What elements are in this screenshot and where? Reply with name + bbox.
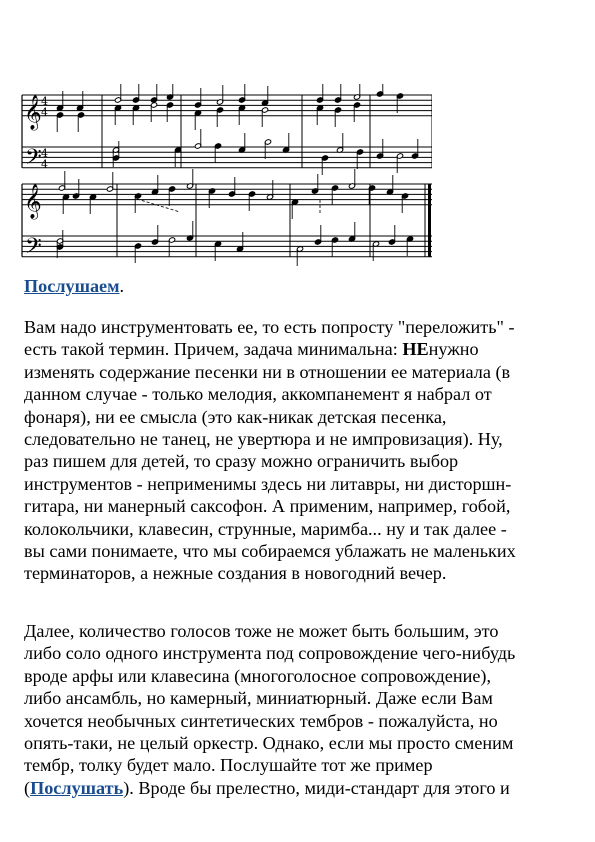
paragraph-1-line: Вам надо инструментовать ее, то есть попросту "переложить" - <box>24 317 515 337</box>
paragraph-1-line: изменять содержание песенки ни в отношении ее материала (в <box>24 361 511 382</box>
svg-text:4: 4 <box>41 147 48 160</box>
bold-not: НЕ <box>402 339 429 360</box>
svg-text:4: 4 <box>41 95 48 108</box>
paragraph-1-line: следовательно не танец, не увертюра и не импровизация). Ну, <box>24 429 503 450</box>
paragraph-2 <box>24 620 572 799</box>
paragraph-1-line: фонаря), ни ее смысла (это как-никак детская песенка, <box>24 406 447 427</box>
paragraph-1-line: инструментов - неприменимы здесь ни литавры, ни дисторшн- <box>24 473 512 494</box>
paragraph-1 <box>24 316 572 585</box>
paragraph-1-line: терминаторов, а нежные создания в новогодний вечер. <box>24 563 447 584</box>
paragraph-1-line: гитара, ни манерный саксофон. А применим, например, гобой, <box>24 496 511 517</box>
paragraph-2-line: вроде арфы или клавесина (многоголосное сопровождение), <box>24 665 492 686</box>
paragraph-1-line: данном случае - только мелодия, аккомпанемент я набрал от <box>24 384 492 405</box>
listen-link-line <box>24 275 572 297</box>
paragraph-2-line: Далее, количество голосов тоже не может быть большим, это <box>24 621 499 641</box>
svg-text:4: 4 <box>41 158 48 171</box>
listen-link[interactable]: Послушаем <box>24 276 120 296</box>
svg-text:𝄞: 𝄞 <box>24 184 42 219</box>
svg-text:𝄢: 𝄢 <box>25 145 42 175</box>
svg-text:𝄢: 𝄢 <box>25 234 42 264</box>
listen-example-link[interactable]: Послушать <box>30 777 124 798</box>
paragraph-1-line: есть такой термин. Причем, задача минимальна: НЕнужно <box>24 339 479 360</box>
paragraph-2-line: либо ансамбль, но камерный, миниатюрный. Даже если Вам <box>24 688 493 709</box>
svg-text:4: 4 <box>41 106 48 119</box>
paragraph-2-line: опять-таки, не целый оркестр. Однако, если мы просто сменим <box>24 733 514 754</box>
svg-text:𝄞: 𝄞 <box>24 95 42 130</box>
paragraph-2-line: (Послушать). Вроде бы прелестно, миди-стандарт для этого и <box>24 777 510 798</box>
music-score <box>20 84 432 268</box>
paragraph-1-line: вы сами понимаете, что мы собираемся ублажать не маленьких <box>24 541 516 562</box>
paragraph-2-line: тембр, толку будет мало. Послушайте тот же пример <box>24 755 433 776</box>
paragraph-1-line: колокольчики, клавесин, струнные, маримба... ну и так далее - <box>24 518 507 539</box>
listen-link-period: . <box>119 276 125 296</box>
paragraph-2-line: хочется необычных синтетических тембров - пожалуйста, но <box>24 710 498 731</box>
paragraph-1-line: раз пишем для детей, то сразу можно ограничить выбор <box>24 451 459 472</box>
paragraph-2-line: либо соло одного инструмента под сопровождение чего-нибудь <box>24 643 516 664</box>
